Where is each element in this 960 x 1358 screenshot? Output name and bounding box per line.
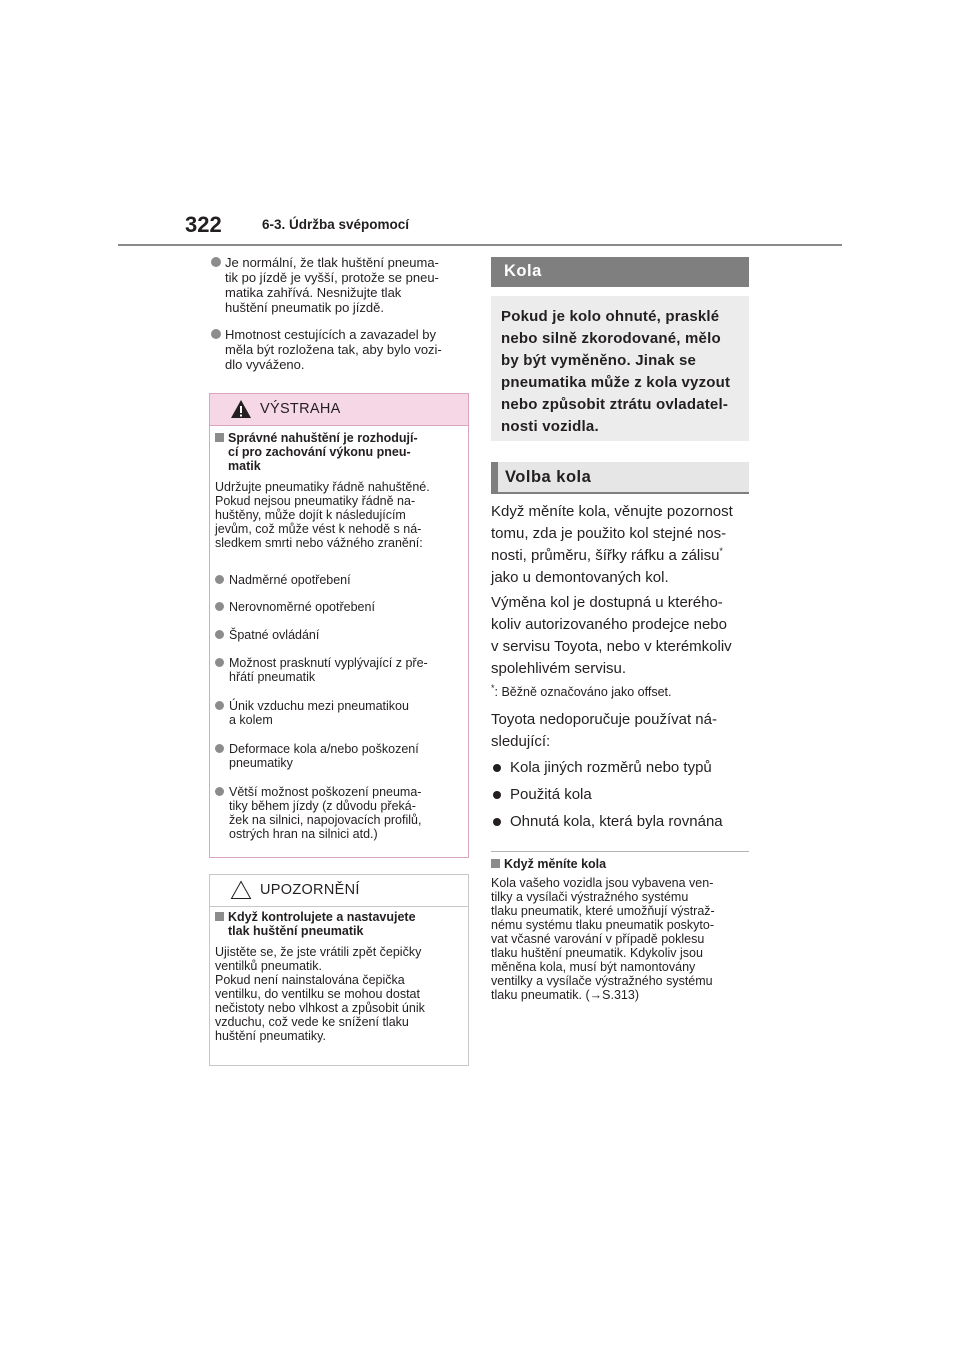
divider (491, 851, 749, 852)
bullet-icon (215, 701, 224, 710)
footnote (491, 682, 672, 699)
warning-item (215, 699, 409, 727)
bullet-icon (215, 575, 224, 584)
warning-item-text: Deformace kola a/nebo poškození pneumatiky (229, 742, 419, 770)
paragraph-text: Když měníte kola, věnujte pozornost tomu, zda je použito kol stejné nos- nosti, průměru, šířky ráfku a zálisu (491, 503, 733, 564)
note-heading (491, 857, 606, 871)
footnote-text: : Běžně označováno jako offset. (494, 685, 672, 699)
bullet-icon (211, 329, 221, 339)
kola-highlight-text: Pokud je kolo ohnuté, prasklé nebo silně zkorodované, mělo by být vyměněno. Jinak se pneumatika může z kola vyzout nebo způsobit ztrátu ovladatel- nosti vozidla. (501, 308, 731, 435)
volba-title: Volba kola (505, 468, 592, 486)
square-bullet-icon (215, 433, 224, 442)
note-heading-text: Když měníte kola (504, 857, 607, 871)
warning-item-text: Možnost prasknutí vyplývající z pře- hřátí pneumatik (229, 656, 428, 684)
list-item (211, 327, 466, 372)
list-item (493, 813, 723, 831)
note-text: Kola vašeho vozidla jsou vybavena ven- tilky a vysílači výstražného systému tlaku pneumatik, které umožňují výstraž- nému systému tlaku pneumatik poskyto- vat včasné varování v případě poklesu tlaku huštění pneumatik. Kdykoliv jsou měněna kola, musí být namontovány ventilky a vysílače výstražného systému tlaku pneumatik. (→S.313) (491, 876, 715, 1002)
notice-text: Ujistěte se, že jste vrátili zpět čepičky ventilků pneumatik. Pokud není nainstalována čepička ventilku, do ventilku se mohou dostat nečistoty nebo vlhkost a způsobit únik vzduchu, což vede ke snížení tlaku huštění pneumatiky. (215, 945, 425, 1043)
list-item (493, 786, 592, 804)
list-item-text: Ohnutá kola, která byla rovnána (510, 813, 723, 830)
notice-header (210, 875, 468, 907)
section-title: 6-3. Údržba svépomocí (262, 217, 410, 232)
square-bullet-icon (215, 912, 224, 921)
caution-triangle-icon (230, 880, 252, 900)
notice-box (209, 874, 469, 1066)
warning-item (215, 573, 351, 587)
warning-item (215, 628, 319, 642)
bullet-icon (215, 658, 224, 667)
kola-highlight-box (491, 296, 749, 441)
bullet-icon (215, 787, 224, 796)
bullet-icon (211, 257, 221, 267)
page-number: 322 (185, 212, 222, 237)
warning-subheading (215, 431, 418, 473)
warning-subheading-text: Správné nahuštění je rozhodují- cí pro zachování výkonu pneu- matik (228, 431, 418, 473)
warning-text: Udržujte pneumatiky řádně nahuštěné. Pokud nejsou pneumatiky řádně na- huštěny, může dojít k následujícím jevům, což může vést k nehodě s ná- sledkem smrti nebo vážného zranění: (215, 480, 430, 550)
paragraph-text: jako u demontovaných kol. (491, 569, 669, 586)
bullet-icon (493, 764, 501, 772)
warning-item-text: Nadměrné opotřebení (229, 573, 351, 587)
volba-section-header (491, 462, 749, 494)
bullet-icon (215, 602, 224, 611)
list-item-text: Použitá kola (510, 786, 592, 803)
bullet-icon (215, 744, 224, 753)
footnote-marker: * (719, 546, 723, 556)
bullet-icon (493, 818, 501, 826)
warning-item-text: Únik vzduchu mezi pneumatikou a kolem (229, 699, 409, 727)
notice-subheading (215, 910, 416, 938)
header-divider (118, 244, 842, 246)
paragraph: Toyota nedoporučuje používat ná- sledující: (491, 711, 717, 750)
bullet-icon (215, 630, 224, 639)
warning-item-text: Nerovnoměrné opotřebení (229, 600, 375, 614)
kola-section-header (491, 257, 749, 287)
square-bullet-icon (491, 859, 500, 868)
footnote-marker: * (491, 682, 495, 693)
paragraph (491, 501, 751, 589)
list-item (211, 255, 466, 315)
warning-triangle-icon (230, 399, 252, 419)
list-item (493, 759, 712, 777)
list-item-text: Kola jiných rozměrů nebo typů (510, 759, 712, 776)
warning-item (215, 742, 419, 770)
notice-title: UPOZORNĚNÍ (260, 882, 360, 898)
bullet-text: Hmotnost cestujících a zavazadel by měla být rozložena tak, aby bylo vozi- dlo vyváženo. (225, 327, 442, 372)
bullet-text: Je normální, že tlak huštění pneuma- tik po jízdě je vyšší, protože se pneu- matika zahřívá. Nesnižujte tlak huštění pneumatik po jízdě. (225, 255, 439, 315)
warning-item (215, 600, 375, 614)
warning-item (215, 785, 421, 841)
notice-subheading-text: Když kontrolujete a nastavujete tlak huštění pneumatik (228, 910, 416, 938)
warning-title: VÝSTRAHA (260, 401, 341, 417)
warning-header (210, 394, 468, 426)
bullet-icon (493, 791, 501, 799)
kola-title: Kola (504, 262, 542, 280)
warning-item-text: Špatné ovládání (229, 628, 320, 642)
paragraph: Výměna kol je dostupná u kterého- koliv autorizovaného prodejce nebo v servisu Toyota, nebo v kterémkoliv spolehlivém servisu. (491, 594, 732, 677)
warning-item (215, 656, 428, 684)
warning-box (209, 393, 469, 858)
warning-item-text: Větší možnost poškození pneuma- tiky během jízdy (z důvodu překá- žek na silnici, napojovacích profilů, ostrých hran na silnici atd.) (229, 785, 422, 841)
